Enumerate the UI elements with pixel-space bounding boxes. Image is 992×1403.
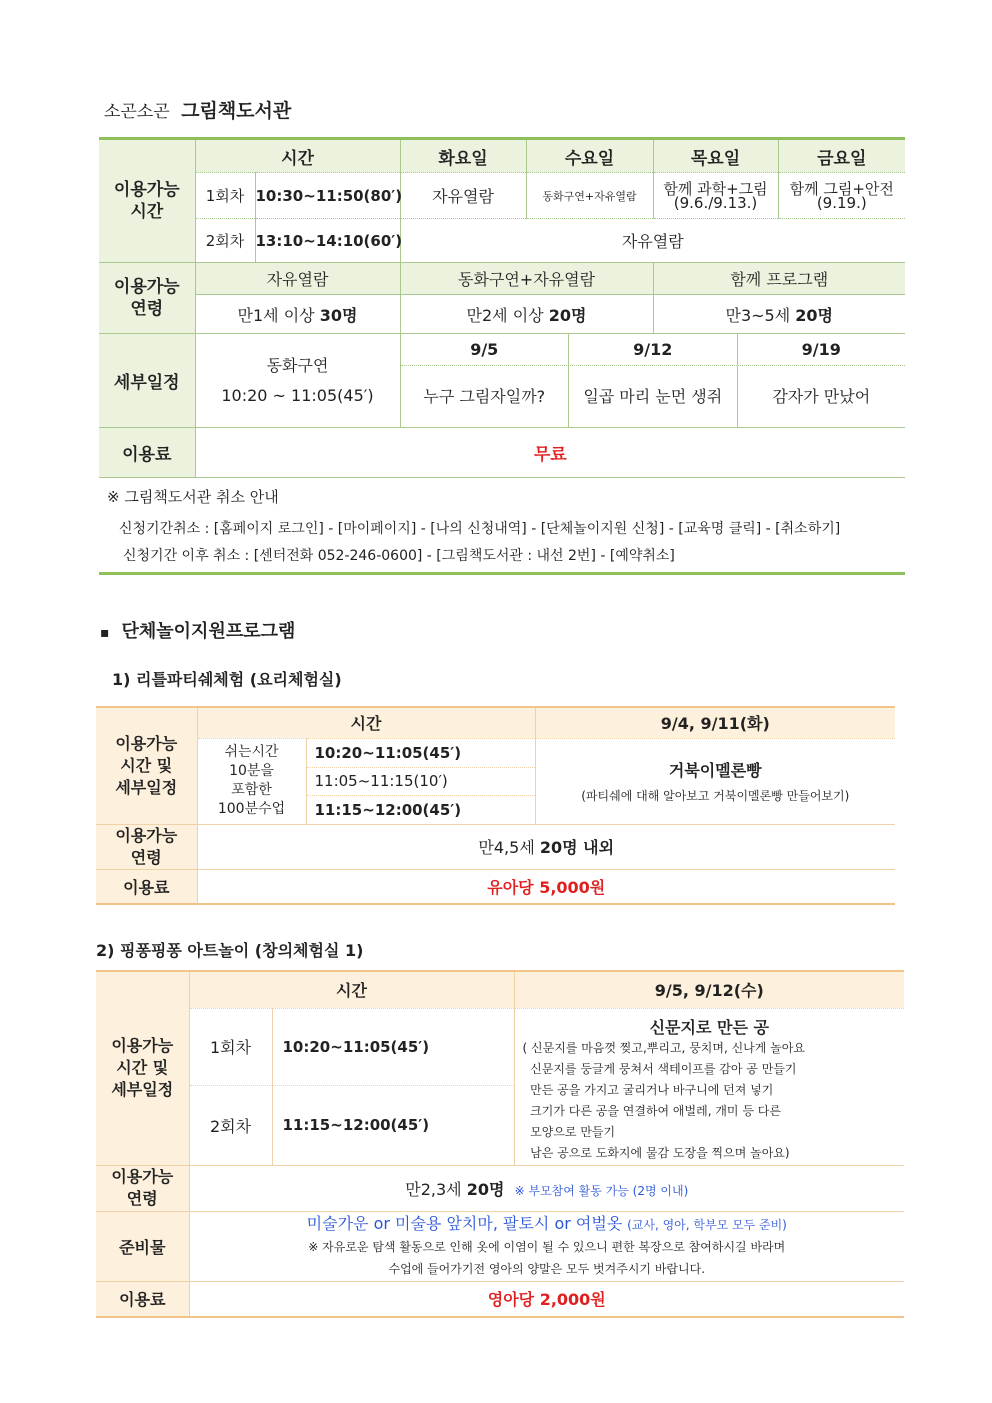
header-date: 9/4, 9/11(화) bbox=[535, 707, 895, 738]
wed-program: 동화구연+자유열람 bbox=[526, 173, 653, 219]
notice-line-2: 신청기간 이후 취소 : [센터전화 052-246-0600] - [그림책도서관 : 내선 2번] - [예약취소] bbox=[123, 548, 675, 564]
age-header-together: 함께 프로그램 bbox=[653, 263, 905, 295]
schedule-title: 감자가 만났어 bbox=[772, 387, 871, 406]
header-fri: 금요일 bbox=[778, 139, 905, 173]
schedule-dates bbox=[401, 334, 906, 366]
program-info bbox=[535, 738, 895, 824]
program-info bbox=[514, 1008, 904, 1165]
header-thu: 목요일 bbox=[653, 139, 778, 173]
cancel-notice bbox=[99, 478, 905, 575]
fee-label: 이용료 bbox=[99, 428, 195, 478]
session-1: 1회차 bbox=[195, 173, 255, 219]
session-1-time: 10:20~11:05(45′) bbox=[272, 1008, 514, 1085]
fee-label: 이용료 bbox=[96, 869, 197, 904]
schedule-date: 9/12 bbox=[569, 334, 738, 365]
program-title: 거북이멜론빵 bbox=[668, 761, 762, 780]
header-time: 시간 bbox=[189, 971, 514, 1008]
prep-line-3: 수업에 들어가기전 영아의 양말은 모두 벗겨주시기 바랍니다. bbox=[388, 1261, 706, 1276]
schedule-titles bbox=[401, 366, 906, 427]
tue-program: 자유열람 bbox=[400, 173, 526, 219]
fee-label: 이용료 bbox=[96, 1281, 189, 1317]
subsection2-title: 2) 핑퐁핑퐁 아트놀이 (창의체험실 1) bbox=[96, 941, 364, 960]
section2-title: ▪ 단체놀이지원프로그램 bbox=[100, 621, 296, 642]
pingpong-table bbox=[96, 970, 904, 1318]
session-2-time: 11:15~12:00(45′) bbox=[272, 1085, 514, 1165]
time-label: 이용가능 시간 bbox=[99, 139, 195, 263]
time-label: 이용가능 시간 및 세부일정 bbox=[96, 707, 197, 824]
session-2: 2회차 bbox=[195, 219, 255, 263]
schedule-label: 세부일정 bbox=[99, 334, 195, 428]
header-date: 9/5, 9/12(수) bbox=[514, 971, 904, 1008]
header-tue: 화요일 bbox=[400, 139, 526, 173]
age-label: 이용가능 연령 bbox=[96, 824, 197, 869]
fee-value: 유아당 5,000원 bbox=[487, 877, 606, 897]
section1-title bbox=[104, 96, 291, 123]
schedule-storytelling: 동화구연 10:20 ~ 11:05(45′) bbox=[195, 334, 400, 428]
program-title: 신문지로 만든 공 bbox=[649, 1017, 769, 1037]
subsection1-title: 1) 리틀파티쉐체험 (요리체험실) bbox=[112, 670, 342, 689]
prep-label: 준비물 bbox=[96, 1211, 189, 1281]
prep-line-2: ※ 자유로운 탐색 활동으로 인해 옷에 이염이 될 수 있으니 편한 복장으로 참여하시길 바라며 bbox=[308, 1239, 786, 1254]
session-1: 1회차 bbox=[189, 1008, 272, 1085]
prep-value bbox=[189, 1211, 904, 1281]
time-slot: 11:15~12:00(45′) bbox=[306, 795, 535, 824]
session-1-time: 10:30~11:50(80′) bbox=[255, 173, 400, 219]
time-label: 이용가능 시간 및 세부일정 bbox=[96, 971, 189, 1165]
age-together: 만3~5세 20명 bbox=[653, 295, 905, 334]
header-wed: 수요일 bbox=[526, 139, 653, 173]
program-desc: ( 신문지를 마음껏 찢고,뿌리고, 뭉치며, 신나게 놀아요 신문지를 둥글게 뭉쳐서 색테이프를 감아 공 만들기 만든 공을 가지고 굴리거나 바구니에 던져 넣기 크기가 다른 공을 연결하여 애벌레, 개미 등 다른 모양으로 만들기 남은 공으로 도화지에 물감 도장을 찍으며 놀아요) bbox=[522, 1040, 805, 1160]
session-2: 2회차 bbox=[189, 1085, 272, 1165]
header-time: 시간 bbox=[195, 139, 400, 173]
age-story: 만2세 이상 20명 bbox=[400, 295, 653, 334]
age-free: 만1세 이상 30명 bbox=[195, 295, 400, 334]
notice-line-1: 신청기간취소 : [홈페이지 로그인] - [마이페이지] - [나의 신청내역] - [단체놀이지원 신청] - [교육명 클릭] - [취소하기] bbox=[119, 521, 841, 537]
age-header-story: 동화구연+자유열람 bbox=[400, 263, 653, 295]
age-label: 이용가능 연령 bbox=[99, 263, 195, 334]
session-2-program: 자유열람 bbox=[400, 219, 905, 263]
bullet-icon: ▪ bbox=[100, 625, 110, 641]
schedule-title: 일곱 마리 눈먼 생쥐 bbox=[569, 366, 738, 427]
notice-title: ※ 그림책도서관 취소 안내 bbox=[107, 488, 279, 506]
title-main: 그림책도서관 bbox=[181, 100, 292, 122]
fee-value: 영아당 2,000원 bbox=[487, 1290, 606, 1310]
header-time: 시간 bbox=[197, 707, 535, 738]
schedule-title: 누구 그림자일까? bbox=[401, 366, 570, 427]
fri-program: 함께 그림+안전 (9.19.) bbox=[778, 173, 905, 219]
program-desc: (파티쉐에 대해 알아보고 거북이멜론빵 만들어보기) bbox=[581, 789, 850, 803]
fee-value: 무료 bbox=[195, 428, 905, 478]
thu-program: 함께 과학+그림 (9.6./9.13.) bbox=[653, 173, 778, 219]
age-note: ※ 부모참여 활동 가능 (2명 이내) bbox=[514, 1183, 689, 1198]
schedule-date: 9/5 bbox=[401, 334, 570, 365]
session-2-time: 13:10~14:10(60′) bbox=[255, 219, 400, 263]
age-value: 만4,5세 20명 내외 bbox=[197, 824, 895, 869]
age-header-free: 자유열람 bbox=[195, 263, 400, 295]
time-slot: 10:20~11:05(45′) bbox=[306, 738, 535, 767]
age-label: 이용가능 연령 bbox=[96, 1165, 189, 1211]
prep-note: (교사, 영아, 학부모 모두 준비) bbox=[627, 1217, 787, 1232]
age-value: 만2,3세 20명 ※ 부모참여 활동 가능 (2명 이내) bbox=[189, 1165, 904, 1211]
schedule-date: 9/19 bbox=[801, 340, 841, 359]
library-table bbox=[99, 137, 905, 478]
prep-main: 미술가운 or 미술용 앞치마, 팔토시 or 여벌옷 bbox=[306, 1213, 623, 1233]
time-slot: 11:05~11:15(10′) bbox=[306, 767, 535, 795]
title-prefix: 소곤소곤 bbox=[104, 102, 170, 122]
break-note: 쉬는시간 10분을 포함한 100분수업 bbox=[197, 738, 306, 824]
patissier-table bbox=[96, 706, 895, 905]
